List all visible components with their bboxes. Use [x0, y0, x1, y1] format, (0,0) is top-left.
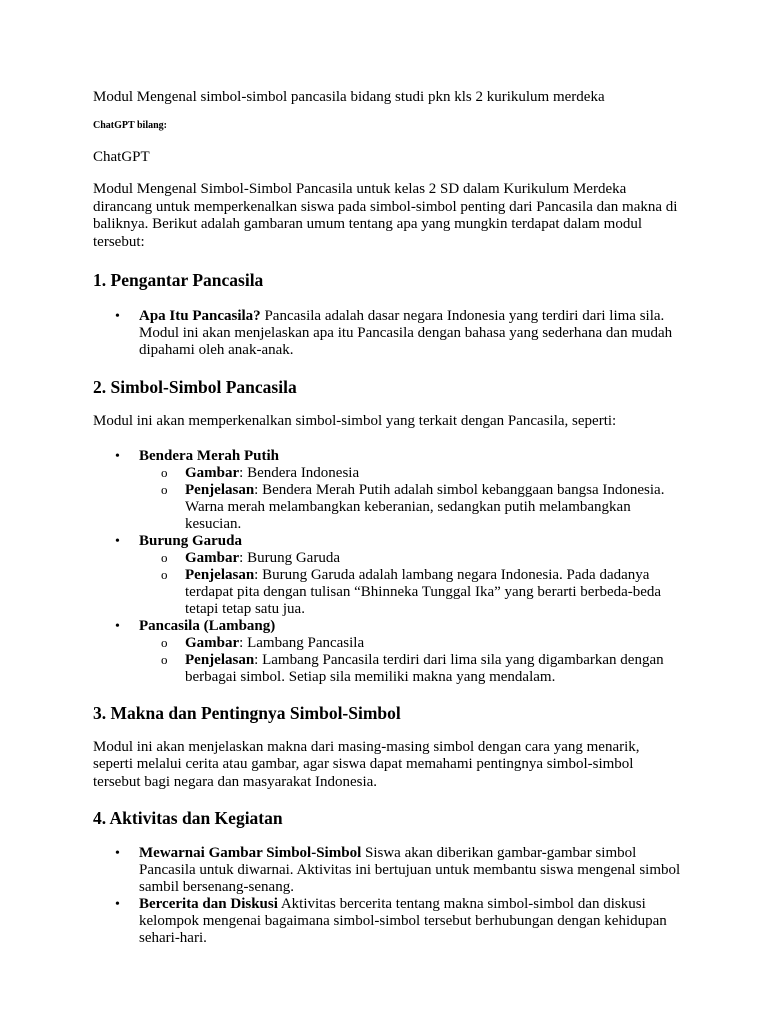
list-item: [93, 533, 683, 618]
item-label: Bendera Merah Putih: [139, 447, 279, 464]
section-4-list: [93, 845, 683, 947]
speaker-name: ChatGPT: [93, 149, 150, 165]
list-item: [93, 448, 683, 533]
sub-item-label: Penjelasan: [185, 566, 255, 583]
sub-list-item: [139, 635, 683, 652]
sub-item-text: : Bendera Indonesia: [239, 464, 360, 481]
section-heading-2: 2. Simbol-Simbol Pancasila: [93, 377, 297, 397]
sub-list-item: [139, 550, 683, 567]
sub-list: [139, 635, 683, 686]
list-item: [93, 308, 683, 359]
list-item: [93, 845, 683, 896]
document-title: Modul Mengenal simbol-simbol pancasila bidang studi pkn kls 2 kurikulum merdeka: [93, 89, 605, 105]
sub-item-text: : Burung Garuda adalah lambang negara Indonesia. Pada dadanya terdapat pita dengan tulisan “Bhinneka Tunggal Ika” yang berarti berbeda-beda tetapi tetap satu jua.: [185, 566, 662, 617]
sub-item-text: : Burung Garuda: [239, 549, 340, 566]
item-label: Pancasila (Lambang): [139, 617, 276, 634]
section-heading-1: 1. Pengantar Pancasila: [93, 270, 264, 290]
item-label: Bercerita dan Diskusi: [139, 896, 278, 912]
sub-list: [139, 465, 683, 533]
section-2-list: [93, 448, 683, 686]
list-item: [93, 618, 683, 686]
document-page: [93, 88, 683, 947]
sub-list-item: [139, 465, 683, 482]
sub-list-item: [139, 652, 683, 686]
sub-item-label: Penjelasan: [185, 651, 255, 668]
intro-paragraph: Modul Mengenal Simbol-Simbol Pancasila untuk kelas 2 SD dalam Kurikulum Merdeka dirancang untuk memperkenalkan siswa pada simbol-simbol penting dari Pancasila dan makna di baliknya. Berikut adalah gambaran umum tentang apa yang mungkin terdapat dalam modul tersebut:: [93, 181, 678, 250]
list-item: [93, 896, 683, 947]
section-1-list: [93, 308, 683, 359]
sub-list-item: [139, 567, 683, 618]
section-heading-4: 4. Aktivitas dan Kegiatan: [93, 808, 283, 828]
section-2-intro: Modul ini akan memperkenalkan simbol-simbol yang terkait dengan Pancasila, seperti:: [93, 413, 617, 429]
item-label: Mewarnai Gambar Simbol-Simbol: [139, 845, 362, 861]
sub-item-label: Gambar: [185, 634, 240, 651]
sub-item-text: : Bendera Merah Putih adalah simbol kebanggaan bangsa Indonesia. Warna merah melambangkan keberanian, sedangkan putih melambangkan kesucian.: [185, 481, 665, 532]
item-text: Aktivitas bercerita tentang makna simbol-simbol dan diskusi kelompok mengenai bagaimana simbol-simbol tersebut berhubungan dengan kehidupan sehari-hari.: [139, 896, 667, 946]
item-text: Pancasila adalah dasar negara Indonesia yang terdiri dari lima sila. Modul ini akan menjelaskan apa itu Pancasila dengan bahasa yang sederhana dan mudah dipahami oleh anak-anak.: [139, 308, 673, 358]
section-heading-3: 3. Makna dan Pentingnya Simbol-Simbol: [93, 702, 401, 723]
sub-item-text: : Lambang Pancasila terdiri dari lima sila yang digambarkan dengan berbagai simbol. Setiap sila memiliki makna yang mendalam.: [185, 651, 664, 685]
section-3-paragraph: Modul ini akan menjelaskan makna dari masing-masing simbol dengan cara yang menarik, seperti melalui cerita atau gambar, agar siswa dapat memahami pentingnya simbol-simbol tersebut bagi negara dan masyarakat Indonesia.: [93, 738, 640, 790]
sub-item-label: Penjelasan: [185, 481, 255, 498]
item-label: Apa Itu Pancasila?: [139, 308, 261, 324]
item-label: Burung Garuda: [139, 532, 242, 549]
sub-list-item: [139, 482, 683, 533]
said-label: ChatGPT bilang:: [93, 120, 167, 131]
sub-item-label: Gambar: [185, 464, 240, 481]
item-text: Siswa akan diberikan gambar-gambar simbol Pancasila untuk diwarnai. Aktivitas ini bertujuan untuk membantu siswa mengenal simbol sambil bersenang-senang.: [139, 845, 681, 895]
sub-item-text: : Lambang Pancasila: [239, 634, 365, 651]
sub-list: [139, 550, 683, 618]
sub-item-label: Gambar: [185, 549, 240, 566]
